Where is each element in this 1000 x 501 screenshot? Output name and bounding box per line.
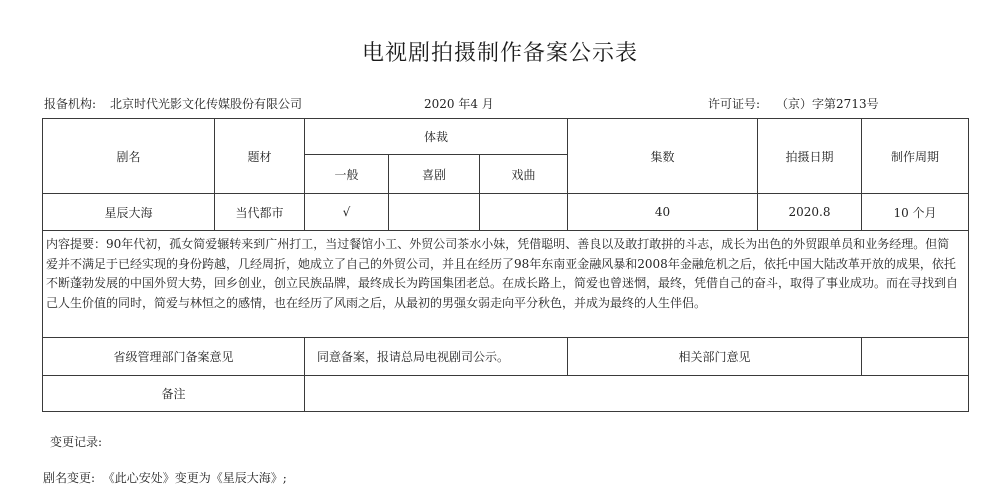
permit-number <box>708 95 879 112</box>
cell-genre-general: √ <box>305 194 389 231</box>
header-episodes: 集数 <box>568 119 758 194</box>
rename-record <box>43 469 287 486</box>
cell-subject: 当代都市 <box>215 194 305 231</box>
header-genre-comedy: 喜剧 <box>389 155 480 194</box>
summary-label: 内容提要： <box>46 237 107 251</box>
permit-label: 许可证号: <box>708 97 761 111</box>
related-opinion-label: 相关部门意见 <box>568 338 862 376</box>
header-row-1 <box>43 119 969 155</box>
cell-production-period: 10 个月 <box>862 194 969 231</box>
provincial-opinion: 同意备案，报请总局电视剧司公示。 <box>305 338 568 376</box>
org-label: 报备机构: <box>44 97 97 111</box>
content-summary <box>43 231 969 338</box>
remarks-row <box>43 376 969 412</box>
header-subject: 题材 <box>215 119 305 194</box>
provincial-opinion-label: 省级管理部门备案意见 <box>43 338 305 376</box>
rename-text: 《此心安处》变更为《星辰大海》; <box>102 471 287 485</box>
related-opinion <box>862 338 969 376</box>
remarks-label: 备注 <box>43 376 305 412</box>
header-genre-opera: 戏曲 <box>480 155 568 194</box>
document-title: 电视剧拍摄制作备案公示表 <box>361 41 638 66</box>
header-production-period: 制作周期 <box>862 119 969 194</box>
remarks-value <box>305 376 969 412</box>
header-genre-general: 一般 <box>305 155 389 194</box>
header-shoot-date: 拍摄日期 <box>758 119 862 194</box>
cell-drama-name: 星辰大海 <box>43 194 215 231</box>
rename-label: 剧名变更: <box>43 471 96 485</box>
change-log-label: 变更记录: <box>50 435 103 449</box>
cell-episodes: 40 <box>568 194 758 231</box>
permit-value: （京）字第2713号 <box>776 97 879 111</box>
cell-genre-comedy <box>389 194 480 231</box>
org-value: 北京时代光影文化传媒股份有限公司 <box>110 97 303 111</box>
summary-row <box>43 231 969 338</box>
opinion-row <box>43 338 969 376</box>
filing-organization <box>44 95 302 112</box>
filing-table <box>42 118 969 412</box>
header-genre: 体裁 <box>305 119 568 155</box>
cell-genre-opera <box>480 194 568 231</box>
filing-date: 2020 年4 月 <box>424 97 494 111</box>
table-row <box>43 194 969 231</box>
cell-shoot-date: 2020.8 <box>758 194 862 231</box>
summary-text: 90年代初，孤女简爱辗转来到广州打工，当过餐馆小工、外贸公司茶水小妹，凭借聪明、善良以及敢打敢拼的斗志，成长为出色的外贸跟单员和业务经理。但简爱并不满足于已经实现的身份跨越，几经周折，她成立了自己的外贸公司，并且在经历了98年东南亚金融风暴和2008年金融危机之后，依托中国大陆改革开放的成果，依托不断蓬勃发展的中国外贸大势，回乡创业，创立民族品牌，最终成长为跨国集团老总。在成长路上，简爱也曾迷惘，最终，凭借自己的奋斗，取得了事业成功。而在寻找到自己人生价值的同时，简爱与林恒之的感情，也在经历了风雨之后，从最初的男强女弱走向平分秋色，并成为最终的人生伴侣。 <box>46 237 959 310</box>
header-name: 剧名 <box>43 119 215 194</box>
